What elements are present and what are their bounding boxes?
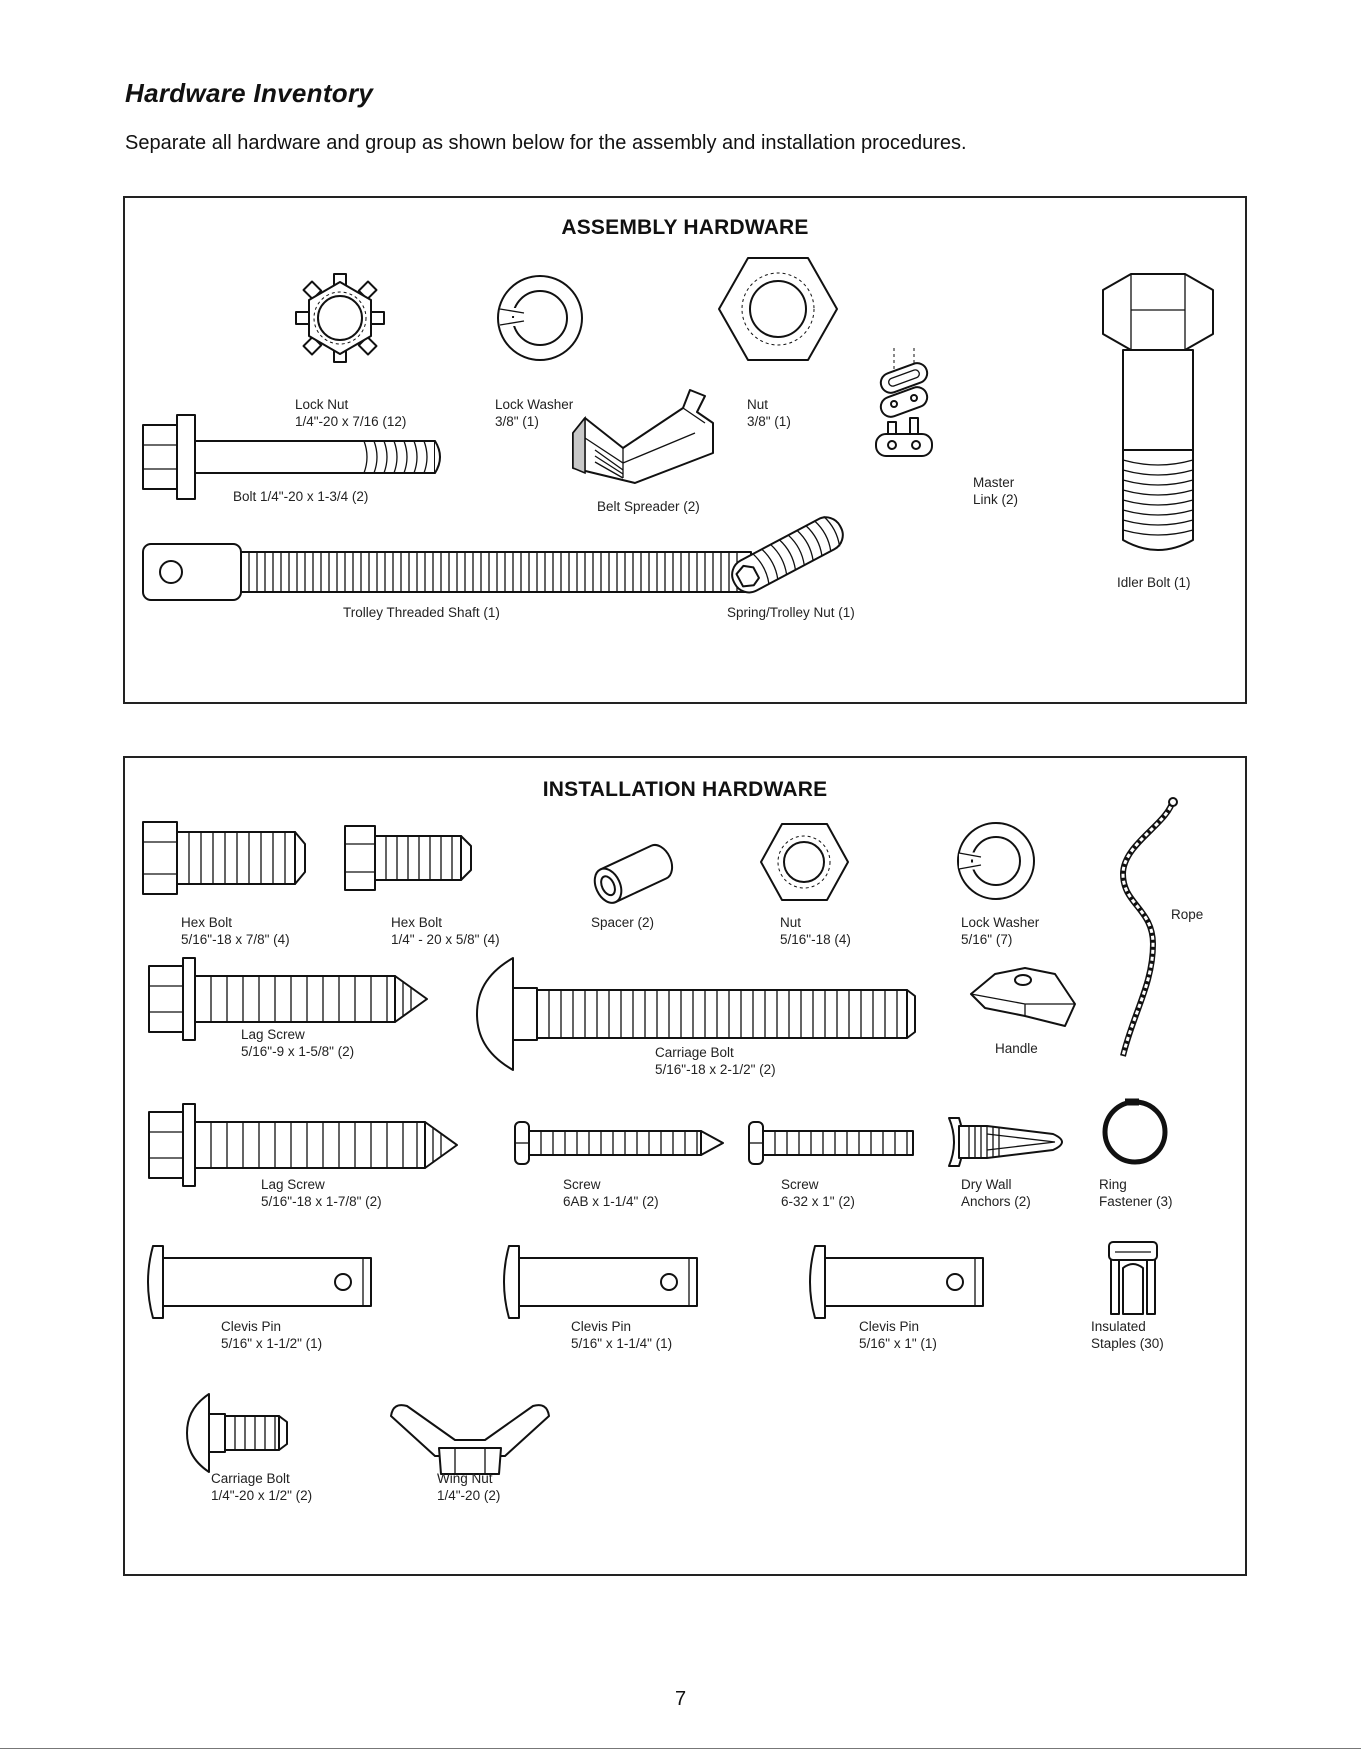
carriage-bolt-icon	[183, 1390, 293, 1476]
assembly-hardware-panel	[123, 196, 1247, 704]
screw-a-label: Screw 6AB x 1-1/4" (2)	[563, 1177, 659, 1209]
spring-nut-icon	[717, 504, 857, 599]
hex-nut-icon	[713, 254, 843, 364]
idler-bolt-icon	[1093, 270, 1223, 570]
intro-text: Separate all hardware and group as shown below for the assembly and installation procedures.	[125, 132, 967, 154]
handle-label: Handle	[995, 1041, 1038, 1056]
clevis-pin-b-label: Clevis Pin 5/16" x 1-1/4" (1)	[571, 1319, 673, 1351]
wing-nut-icon	[385, 1398, 555, 1478]
screw-b-label: Screw 6-32 x 1" (2)	[781, 1177, 855, 1209]
carriage-bolt-b-label: Carriage Bolt 1/4"-20 x 1/2" (2)	[211, 1471, 313, 1503]
bottom-rule	[0, 1748, 1361, 1749]
hex-bolt-icon	[139, 818, 314, 898]
hex-nut-icon	[757, 820, 852, 905]
belt-spreader-icon	[565, 378, 725, 488]
spacer-icon	[583, 838, 683, 908]
page-number: 7	[674, 1688, 687, 1710]
lag-screw-b-label: Lag Screw 5/16"-18 x 1-7/8" (2)	[261, 1177, 382, 1209]
carriage-bolt-a-label: Carriage Bolt 5/16"-18 x 2-1/2" (2)	[655, 1045, 776, 1077]
clevis-pin-a-label: Clevis Pin 5/16" x 1-1/2" (1)	[221, 1319, 323, 1351]
handle-icon	[965, 964, 1080, 1034]
insulated-staple-icon	[1103, 1238, 1163, 1318]
hex-bolt-icon	[341, 822, 481, 894]
bolt-label: Bolt 1/4"-20 x 1-3/4 (2)	[233, 489, 369, 504]
lock-washer-icon	[951, 816, 1041, 906]
clevis-pin-icon	[139, 1242, 379, 1322]
installation-panel-title: INSTALLATION HARDWARE	[542, 778, 828, 801]
installation-hardware-panel	[123, 756, 1247, 1576]
clevis-pin-c-label: Clevis Pin 5/16" x 1" (1)	[859, 1319, 937, 1351]
lag-screw-a-label: Lag Screw 5/16"-9 x 1-5/8" (2)	[241, 1027, 355, 1059]
screw-icon	[511, 1118, 731, 1168]
belt-spreader-label: Belt Spreader (2)	[597, 499, 700, 514]
threaded-shaft-icon	[139, 538, 759, 608]
master-link-label: Master Link (2)	[973, 475, 1019, 507]
screw-icon	[745, 1118, 920, 1168]
dry-wall-anchor-label: Dry Wall Anchors (2)	[961, 1177, 1031, 1209]
rope-icon	[1113, 794, 1183, 1064]
clevis-pin-icon	[801, 1242, 991, 1322]
lock-nut-label: Lock Nut 1/4"-20 x 7/16 (12)	[295, 397, 407, 429]
nut-5-16-label: Nut 5/16"-18 (4)	[780, 915, 851, 947]
hex-bolt-b-label: Hex Bolt 1/4" - 20 x 5/8" (4)	[391, 915, 500, 947]
ring-fastener-icon	[1095, 1092, 1175, 1172]
lock-washer-5-16-label: Lock Washer 5/16" (7)	[961, 915, 1040, 947]
wing-nut-label: Wing Nut 1/4"-20 (2)	[437, 1471, 501, 1503]
insulated-staples-label: Insulated Staples (30)	[1091, 1319, 1164, 1351]
lock-washer-icon	[490, 268, 590, 368]
spring-trolley-nut-label: Spring/Trolley Nut (1)	[727, 605, 855, 620]
trolley-shaft-label: Trolley Threaded Shaft (1)	[343, 605, 500, 620]
nut-label: Nut 3/8" (1)	[747, 397, 791, 429]
idler-bolt-label: Idler Bolt (1)	[1117, 575, 1191, 590]
assembly-panel-title: ASSEMBLY HARDWARE	[561, 216, 809, 239]
page-title: Hardware Inventory	[125, 78, 374, 108]
master-link-icon	[870, 346, 940, 466]
drywall-anchor-icon	[943, 1112, 1078, 1172]
lock-nut-icon	[290, 268, 390, 368]
clevis-pin-icon	[495, 1242, 705, 1322]
ring-fastener-label: Ring Fastener (3)	[1099, 1177, 1173, 1209]
hex-bolt-a-label: Hex Bolt 5/16"-18 x 7/8" (4)	[181, 915, 290, 947]
lock-washer-label: Lock Washer 3/8" (1)	[495, 397, 574, 429]
spacer-label: Spacer (2)	[591, 915, 655, 930]
rope-label: Rope	[1171, 907, 1204, 922]
